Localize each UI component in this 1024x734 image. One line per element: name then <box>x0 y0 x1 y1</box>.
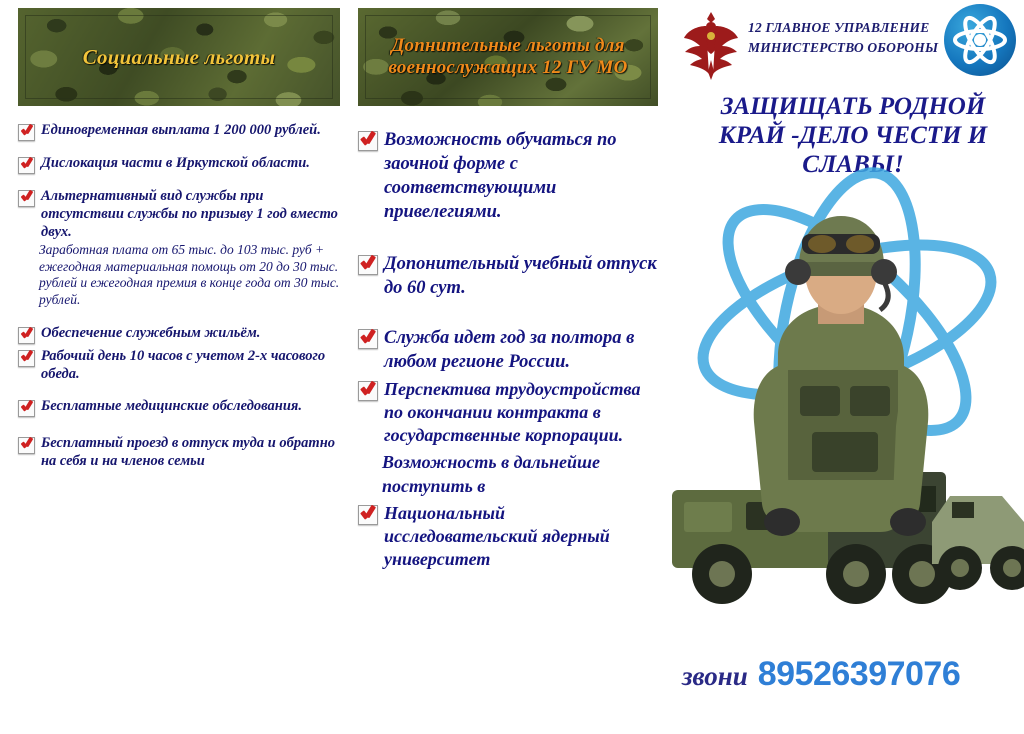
list-item <box>358 326 658 374</box>
checkmark-icon <box>358 381 378 401</box>
checkmark-icon <box>18 190 35 207</box>
list-item-label: Перспектива трудоустройства по окончании контракта в государственные корпорации. <box>384 379 641 446</box>
call-label: звони <box>682 661 748 691</box>
soldier-and-vehicles-photo <box>660 150 1024 670</box>
list-item-label: Единовременная выплата 1 200 000 рублей. <box>41 122 321 138</box>
list-item <box>18 155 340 174</box>
checkmark-icon <box>18 327 35 344</box>
checkmark-icon <box>18 437 35 454</box>
list-item-label: Альтернативный вид службы при отсутствии службы по призыву 1 год вместо двух. <box>41 188 338 240</box>
list-item <box>18 325 340 344</box>
slogan-text: ЗАЩИЩАТЬ РОДНОЙ КРАЙ -ДЕЛО ЧЕСТИ И СЛАВЫ! <box>718 93 988 178</box>
list-item-label: Возможность в дальнейше поступить в <box>382 452 600 496</box>
list-item <box>358 128 658 224</box>
middle-column <box>358 8 658 708</box>
checkmark-icon <box>358 255 378 275</box>
middle-banner <box>358 8 658 106</box>
list-item <box>18 348 340 384</box>
checkmark-icon <box>18 124 35 141</box>
left-banner-frame <box>25 15 333 99</box>
left-banner-title: Социальные льготы <box>82 44 276 69</box>
list-item-label: Национальный исследовательский ядерный университет <box>384 502 610 569</box>
middle-banner-frame <box>365 15 651 99</box>
list-item-label: Возможность обучаться по заочной форме с соответствующими привелегиями. <box>384 130 617 223</box>
list-item <box>18 122 340 141</box>
checkmark-icon <box>358 505 378 525</box>
middle-banner-title: Допнительные льготы для военнослужащих 12 ГУ МО <box>388 34 628 78</box>
contact-phone-block <box>682 655 1022 694</box>
left-banner <box>18 8 340 106</box>
list-item <box>18 188 340 242</box>
checkmark-icon <box>18 400 35 417</box>
atom-logo-icon <box>944 4 1016 76</box>
left-benefits-list <box>18 122 340 471</box>
list-item-label: Служба идет год за полтора в любом регионе России. <box>384 328 635 373</box>
list-item-label: Бесплатные медицинские обследования. <box>41 397 302 414</box>
list-item-label: Рабочий день 10 часов с учетом 2-х часового обеда. <box>41 347 326 382</box>
middle-benefits-list <box>358 128 658 571</box>
right-column <box>660 0 1024 734</box>
list-item-label: Допонительный учебный отпуск до 60 сут. <box>384 254 657 299</box>
organization-title: 12 ГЛАВНОЕ УПРАВЛЕНИЕ МИНИСТЕРСТВО ОБОРОНЫ <box>748 20 939 55</box>
left-column <box>18 8 340 708</box>
checkmark-icon <box>358 131 378 151</box>
phone-number[interactable]: 89526397076 <box>757 655 961 693</box>
ministry-of-defence-emblem-icon <box>682 8 740 82</box>
list-item-label: Дислокация части в Иркутской области. <box>41 155 310 171</box>
list-item <box>358 502 658 571</box>
list-item <box>18 398 340 417</box>
checkmark-icon <box>18 157 35 174</box>
list-item-label: Обеспечение служебным жильём. <box>41 324 261 341</box>
list-item-label: Заработная плата от 65 тыс. до 103 тыс. руб + ежегодная материальная помощь от 20 до 30 тыс. рублей и ежегодная премия в конце года от 30 тыс. рублей. <box>39 241 340 308</box>
checkmark-icon <box>18 350 35 367</box>
list-item <box>18 242 340 309</box>
checkmark-icon <box>358 329 378 349</box>
list-item <box>358 378 658 447</box>
list-item-label: Бесплатный проезд в отпуск туда и обратно на себя и на членов семьи <box>41 434 335 469</box>
list-item <box>358 252 658 300</box>
list-item <box>18 435 340 471</box>
list-item <box>358 451 658 497</box>
